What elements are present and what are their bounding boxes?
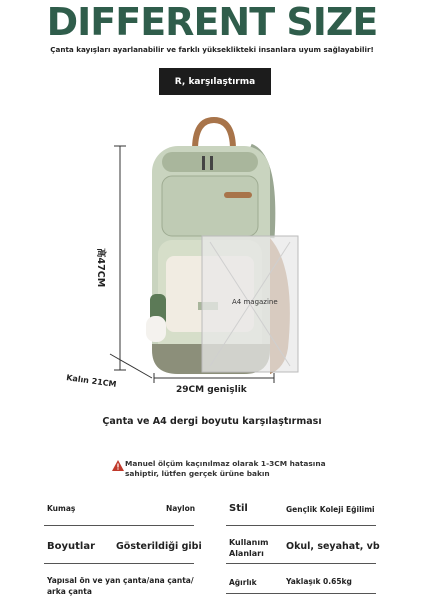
bag-charm-ball bbox=[146, 316, 166, 342]
measurement-warning bbox=[112, 459, 342, 479]
headline-title: DIFFERENT SIZE bbox=[46, 0, 378, 44]
spec-usage-label bbox=[229, 537, 268, 559]
spec-usage-value: Okul, seyahat, vb bbox=[286, 541, 380, 552]
spec-weight-label: Ağırlık bbox=[229, 578, 257, 587]
depth-dimension-line bbox=[110, 354, 152, 378]
spec-pocket-line2: arka çanta bbox=[47, 587, 92, 596]
spec-divider bbox=[226, 525, 376, 526]
zipper-pull bbox=[202, 156, 205, 170]
zipper-pull bbox=[210, 156, 213, 170]
width-label: 29CM genişlik bbox=[176, 385, 247, 395]
a4-magazine-label: A4 magazine bbox=[232, 298, 278, 306]
spec-material-value: Naylon bbox=[166, 504, 196, 513]
spec-divider bbox=[226, 563, 376, 564]
spec-pocket bbox=[47, 575, 194, 597]
spec-divider bbox=[44, 525, 194, 526]
spec-size-label: Boyutlar bbox=[47, 541, 96, 552]
spec-usage-label-line1: Kullanım bbox=[229, 538, 269, 547]
spec-usage-label-line2: Alanları bbox=[229, 549, 264, 558]
spec-size-value: Gösterildiği gibi bbox=[116, 541, 202, 552]
backpack-size-diagram bbox=[65, 118, 350, 398]
spec-divider bbox=[226, 593, 376, 594]
spec-style-label: Stil bbox=[229, 503, 248, 514]
height-label: 高47CM bbox=[95, 248, 106, 288]
warning-text-line2: sahiptir, lütfen gerçek ürüne bakın bbox=[125, 469, 270, 478]
depth-label: Kalın 21CM bbox=[65, 373, 118, 390]
warning-text-line1: Manuel ölçüm kaçınılmaz olarak 1-3CM hatasına bbox=[125, 459, 326, 468]
spec-material-label: Kumaş bbox=[47, 504, 76, 513]
comparison-button[interactable]: R, karşılaştırma bbox=[159, 68, 271, 95]
warning-triangle-icon bbox=[112, 460, 124, 471]
brown-accent bbox=[224, 192, 252, 198]
spec-weight-value: Yaklaşık 0.65kg bbox=[286, 577, 352, 586]
bag-handle bbox=[195, 120, 233, 150]
spec-style-value: Gençlik Koleji Eğilimi bbox=[286, 505, 375, 514]
spec-divider bbox=[44, 563, 194, 564]
bag-upper-pocket bbox=[162, 176, 258, 236]
headline-subtitle: Çanta kayışları ayarlanabilir ve farklı yükseklikteki insanlara uyum sağlayabilir! bbox=[50, 45, 374, 54]
diagram-caption: Çanta ve A4 dergi boyutu karşılaştırması bbox=[102, 416, 322, 427]
spec-pocket-line1: Yapısal ön ve yan çanta/ana çanta/ bbox=[47, 576, 194, 585]
